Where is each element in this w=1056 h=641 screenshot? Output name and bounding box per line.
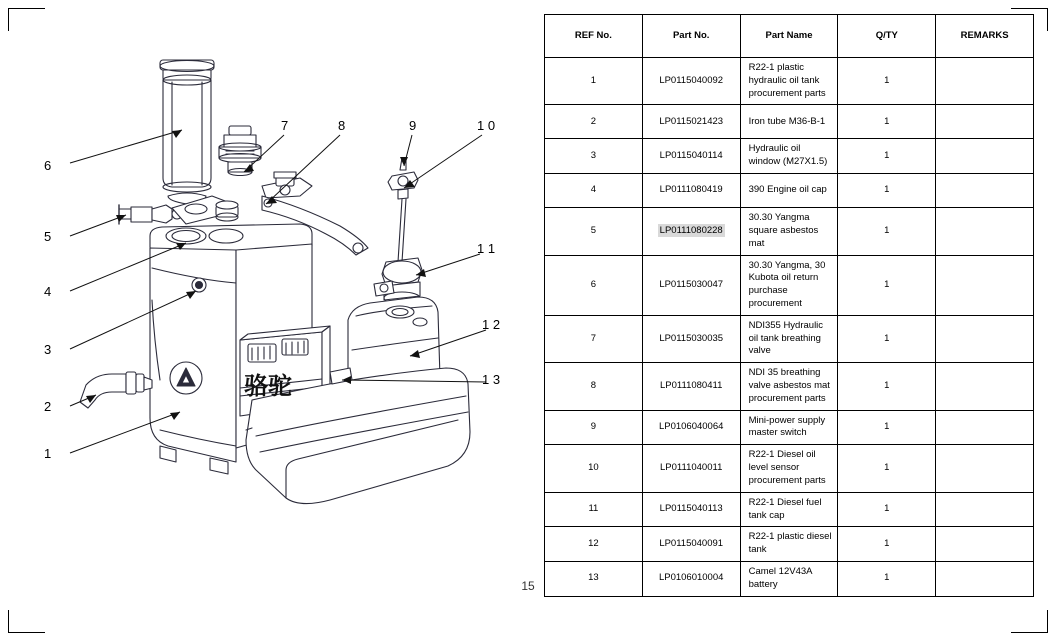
cell-remarks — [936, 174, 1034, 208]
callout-4: 4 — [44, 284, 52, 299]
battery-brand-label: 骆驼 — [244, 373, 292, 400]
cell-part-no: LP0115030047 — [642, 255, 740, 315]
cell-part-name: R22-1 Diesel oil level sensor procurement parts — [740, 445, 838, 492]
table-row — [545, 139, 1034, 174]
cell-ref-no: 7 — [545, 315, 643, 362]
callout-9: 9 — [409, 118, 417, 133]
cell-ref-no: 4 — [545, 174, 643, 208]
cell-qty: 1 — [838, 527, 936, 562]
cell-remarks — [936, 492, 1034, 527]
cell-ref-no: 8 — [545, 363, 643, 410]
cell-ref-no: 13 — [545, 561, 643, 596]
cell-part-name: Camel 12V43A battery — [740, 561, 838, 596]
cell-part-no: LP0115040113 — [642, 492, 740, 527]
cell-remarks — [936, 58, 1034, 105]
cell-ref-no: 2 — [545, 105, 643, 139]
cell-part-name: Mini-power supply master switch — [740, 410, 838, 445]
cell-part-name: 390 Engine oil cap — [740, 174, 838, 208]
cell-remarks — [936, 527, 1034, 562]
cell-part-no: LP0115040091 — [642, 527, 740, 562]
table-row — [545, 174, 1034, 208]
cell-part-no: LP0115030035 — [642, 315, 740, 362]
callout-5: 5 — [44, 229, 52, 244]
cell-qty: 1 — [838, 255, 936, 315]
cell-qty: 1 — [838, 410, 936, 445]
callout-6: 6 — [44, 158, 52, 173]
table-row — [545, 363, 1034, 410]
cell-part-no: LP0106010004 — [642, 561, 740, 596]
callout-2: 2 — [44, 399, 52, 414]
column-header-ref-no: REF No. — [545, 15, 643, 58]
column-header-part-name: Part Name — [740, 15, 838, 58]
column-header-part-no: Part No. — [642, 15, 740, 58]
cell-part-name: NDI 35 breathing valve asbestos mat procurement parts — [740, 363, 838, 410]
cell-part-no: LP0115040114 — [642, 139, 740, 174]
cell-part-name: R22-1 plastic hydraulic oil tank procurement parts — [740, 58, 838, 105]
exploded-assembly-diagram — [0, 0, 540, 600]
cell-remarks — [936, 139, 1034, 174]
table-header-row — [545, 15, 1034, 58]
cell-part-no: LP0115040092 — [642, 58, 740, 105]
cell-part-name: Hydraulic oil window (M27X1.5) — [740, 139, 838, 174]
callout-10: 1 0 — [477, 118, 496, 133]
column-header-remarks: REMARKS — [936, 15, 1034, 58]
cell-remarks — [936, 315, 1034, 362]
callout-8: 8 — [338, 118, 346, 133]
cell-ref-no: 3 — [545, 139, 643, 174]
column-header-qty: Q/TY — [838, 15, 936, 58]
cell-ref-no: 5 — [545, 208, 643, 255]
table-row — [545, 410, 1034, 445]
cell-remarks — [936, 105, 1034, 139]
highlight-part-no: LP0111080228 — [659, 224, 723, 236]
table-row — [545, 208, 1034, 255]
cell-qty: 1 — [838, 561, 936, 596]
cell-qty: 1 — [838, 174, 936, 208]
cell-part-no: LP0111080419 — [642, 174, 740, 208]
cell-ref-no: 6 — [545, 255, 643, 315]
callout-3: 3 — [44, 342, 52, 357]
cell-qty: 1 — [838, 139, 936, 174]
table-row — [545, 492, 1034, 527]
parts-list-table-container — [544, 14, 1034, 597]
cell-remarks — [936, 363, 1034, 410]
cell-part-name: NDI355 Hydraulic oil tank breathing valve — [740, 315, 838, 362]
cell-qty: 1 — [838, 208, 936, 255]
page-number: 15 — [521, 579, 535, 593]
cell-qty: 1 — [838, 315, 936, 362]
table-row — [545, 105, 1034, 139]
cell-part-no: LP0115021423 — [642, 105, 740, 139]
cell-part-name: R22-1 plastic diesel tank — [740, 527, 838, 562]
cell-remarks — [936, 445, 1034, 492]
cell-ref-no: 11 — [545, 492, 643, 527]
callout-11: 1 1 — [477, 241, 496, 256]
cell-part-no: LP0111040011 — [642, 445, 740, 492]
callout-7: 7 — [281, 118, 289, 133]
cell-remarks — [936, 410, 1034, 445]
parts-list-table — [544, 14, 1034, 597]
page-corner-mark-bottom-right — [1011, 610, 1048, 633]
cell-ref-no: 10 — [545, 445, 643, 492]
cell-qty: 1 — [838, 105, 936, 139]
cell-part-no: LP0106040064 — [642, 410, 740, 445]
table-row — [545, 58, 1034, 105]
table-row — [545, 527, 1034, 562]
cell-ref-no: 12 — [545, 527, 643, 562]
cell-part-name: 30.30 Yangma, 30 Kubota oil return purchase procurement — [740, 255, 838, 315]
page-corner-mark-bottom-left — [8, 610, 45, 633]
table-row — [545, 255, 1034, 315]
callout-12: 1 2 — [482, 317, 501, 332]
cell-part-name: 30.30 Yangma square asbestos mat — [740, 208, 838, 255]
cell-part-no-highlighted — [642, 208, 740, 255]
cell-qty: 1 — [838, 445, 936, 492]
cell-ref-no: 9 — [545, 410, 643, 445]
cell-remarks — [936, 208, 1034, 255]
cell-part-name: R22-1 Diesel fuel tank cap — [740, 492, 838, 527]
cell-qty: 1 — [838, 363, 936, 410]
cell-remarks — [936, 255, 1034, 315]
cell-qty: 1 — [838, 492, 936, 527]
callout-1: 1 — [44, 446, 52, 461]
callout-13: 1 3 — [482, 372, 501, 387]
cell-qty: 1 — [838, 58, 936, 105]
cell-part-no: LP0111080411 — [642, 363, 740, 410]
cell-ref-no: 1 — [545, 58, 643, 105]
table-row — [545, 445, 1034, 492]
table-row — [545, 315, 1034, 362]
cell-part-name: Iron tube M36-B-1 — [740, 105, 838, 139]
